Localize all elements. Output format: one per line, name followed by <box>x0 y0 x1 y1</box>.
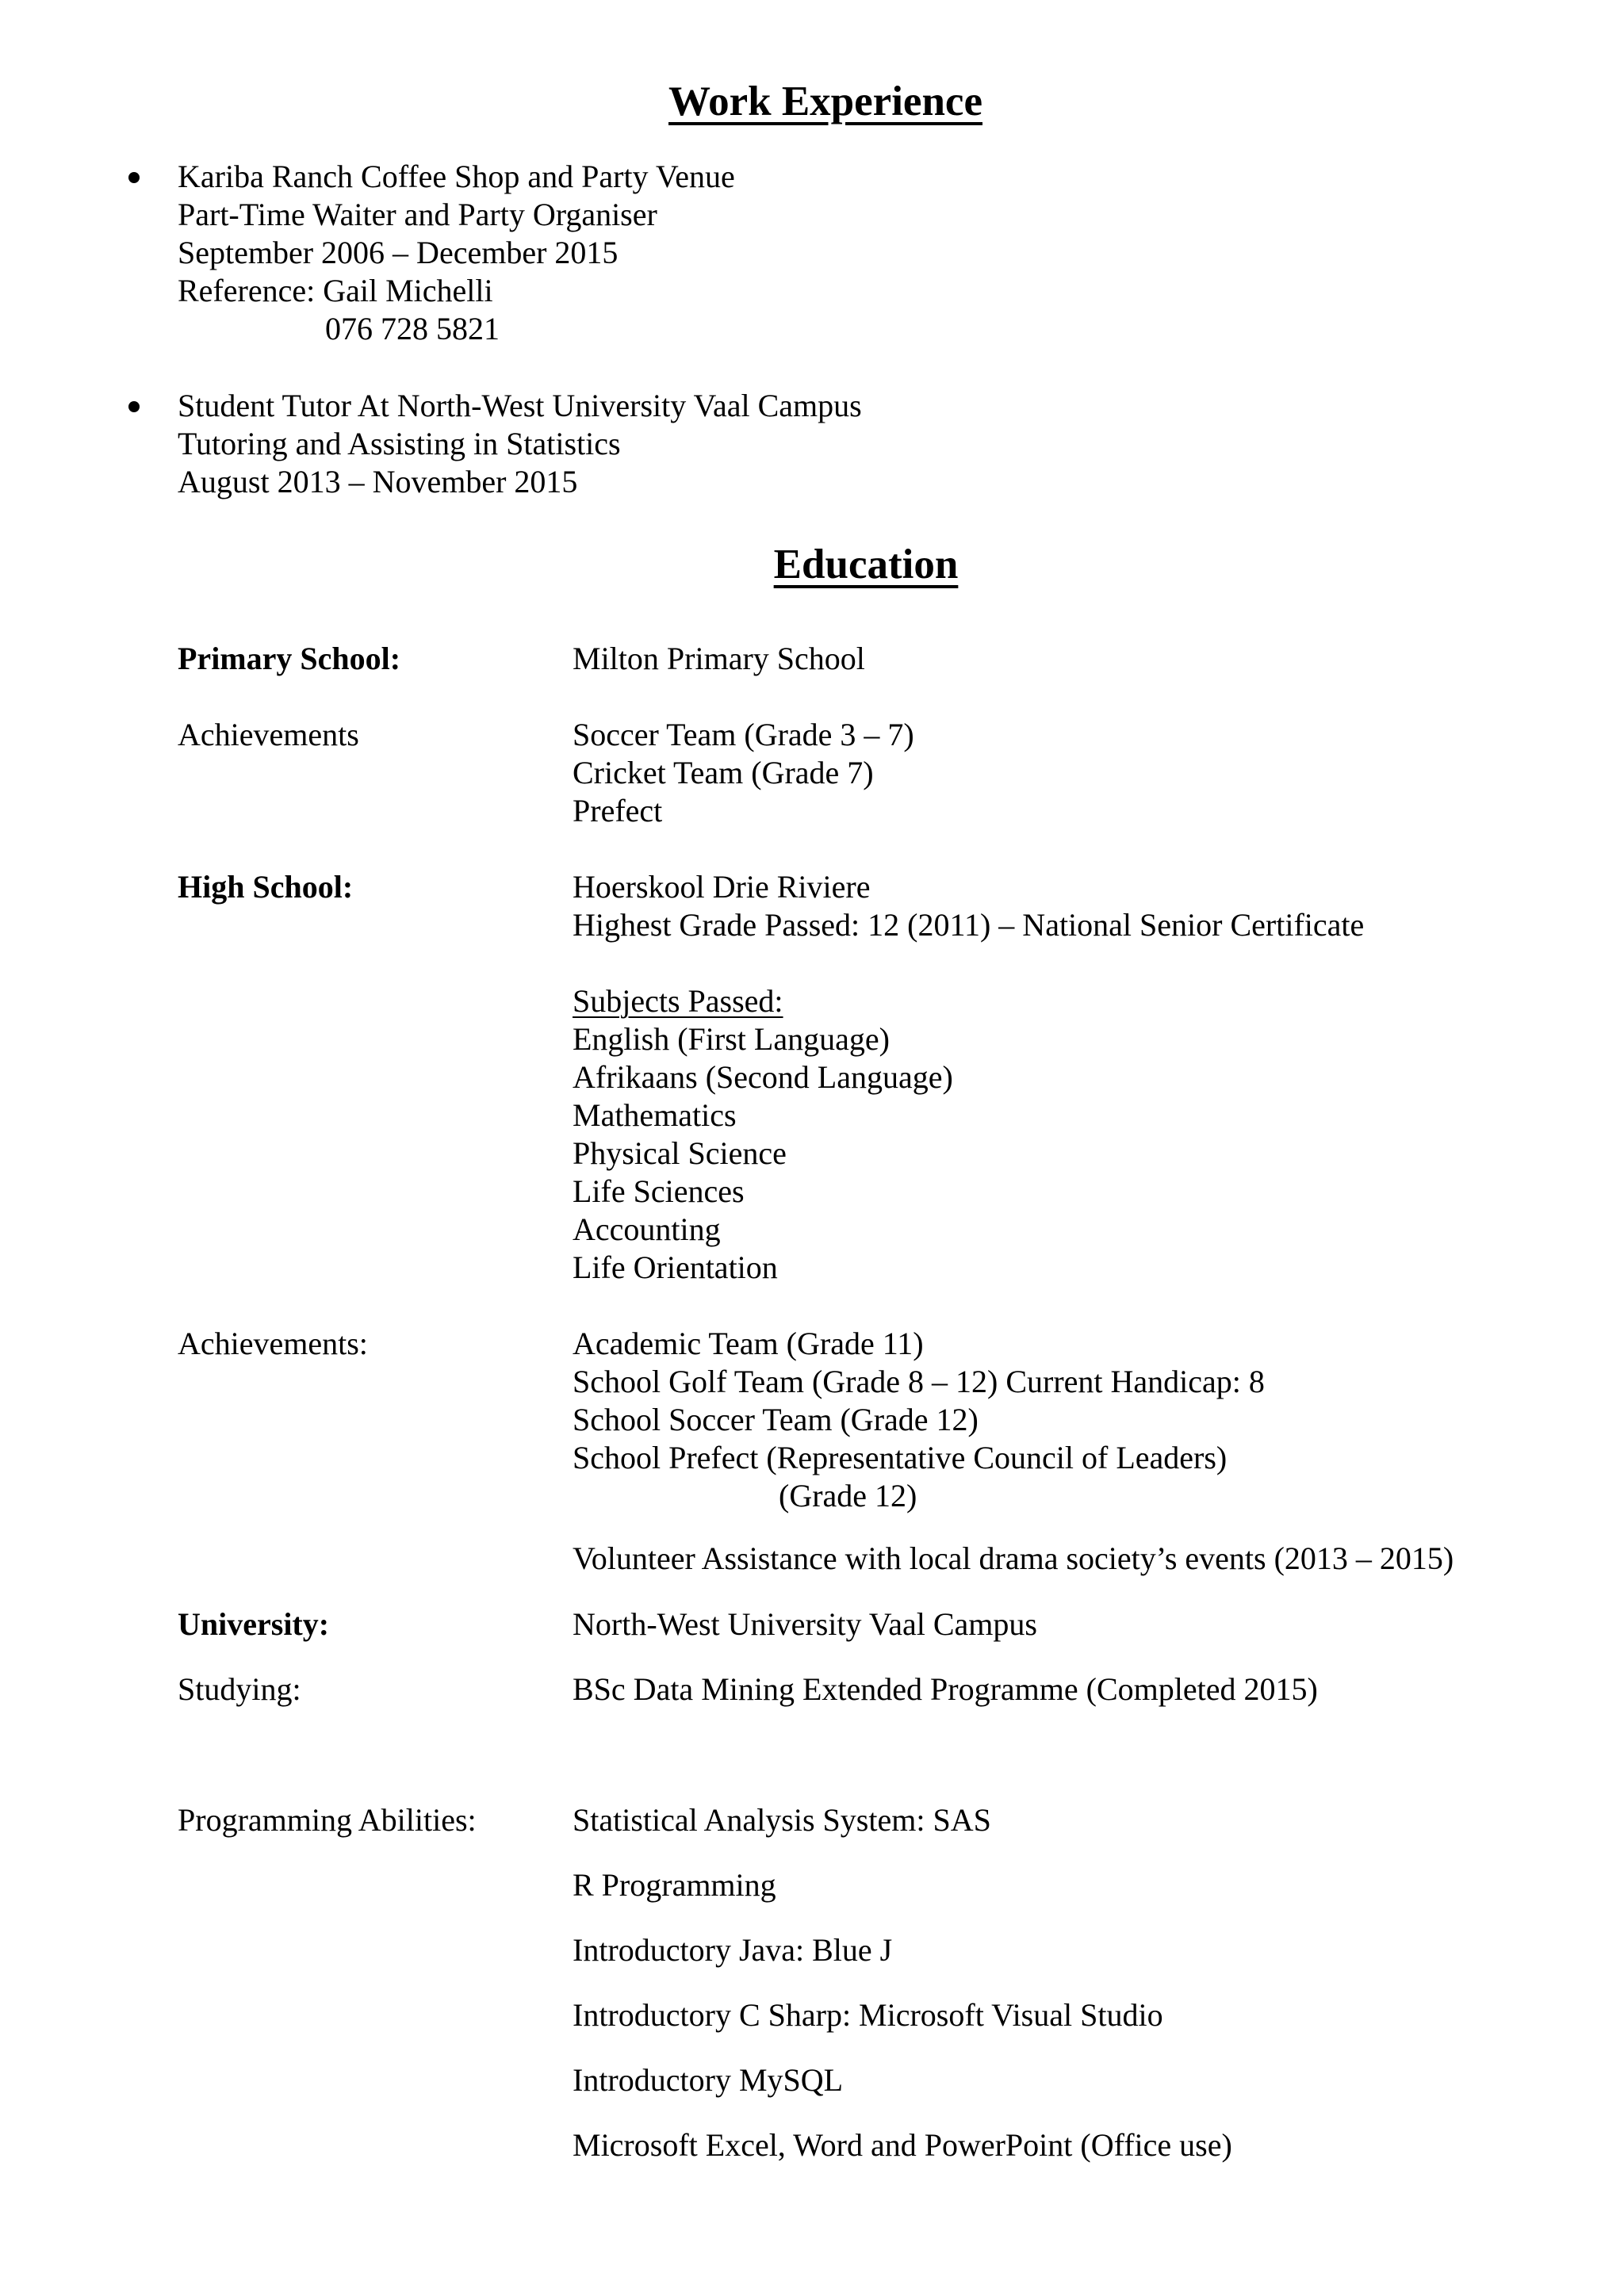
studying-label: Studying: <box>178 1671 301 1707</box>
university-value: North-West University Vaal Campus <box>573 1606 1037 1642</box>
programming-item: Statistical Analysis System: SAS <box>573 1802 991 1838</box>
work-experience-heading: Work Experience <box>668 78 982 124</box>
primary-achievement: Prefect <box>573 793 663 828</box>
programming-label: Programming Abilities: <box>178 1802 477 1838</box>
high-achievements-label: Achievements: <box>178 1326 368 1361</box>
high-achievement: School Golf Team (Grade 8 – 12) Current Handicap: 8 <box>573 1364 1265 1399</box>
high-school-label: High School: <box>178 869 354 905</box>
subject-item: Life Orientation <box>573 1249 778 1285</box>
high-achievement: Academic Team (Grade 11) <box>573 1326 924 1361</box>
subject-item: English (First Language) <box>573 1021 890 1057</box>
subject-item: Afrikaans (Second Language) <box>573 1059 953 1095</box>
education-heading: Education <box>773 541 959 587</box>
job1-reference: Reference: Gail Michelli <box>178 273 493 308</box>
bullet-icon <box>128 401 140 412</box>
high-school-value: Hoerskool Drie Riviere <box>573 869 871 905</box>
primary-achievement: Soccer Team (Grade 3 – 7) <box>573 717 914 752</box>
bullet-icon <box>128 172 140 183</box>
programming-item: Microsoft Excel, Word and PowerPoint (Office use) <box>573 2127 1232 2163</box>
primary-school-value: Milton Primary School <box>573 641 865 676</box>
primary-achievements-label: Achievements <box>178 717 359 752</box>
job1-phone: 076 728 5821 <box>325 311 500 346</box>
job1-role: Part-Time Waiter and Party Organiser <box>178 197 657 232</box>
subject-item: Physical Science <box>573 1135 787 1171</box>
volunteer-line: Volunteer Assistance with local drama society’s events (2013 – 2015) <box>573 1540 1454 1576</box>
job1-employer: Kariba Ranch Coffee Shop and Party Venue <box>178 159 735 194</box>
job1-period: September 2006 – December 2015 <box>178 235 619 270</box>
studying-value: BSc Data Mining Extended Programme (Completed 2015) <box>573 1671 1318 1707</box>
programming-item: Introductory Java: Blue J <box>573 1932 893 1968</box>
primary-school-label: Primary School: <box>178 641 401 676</box>
job2-employer: Student Tutor At North-West University Vaal Campus <box>178 388 862 423</box>
highest-grade: Highest Grade Passed: 12 (2011) – National Senior Certificate <box>573 907 1365 943</box>
high-achievement: School Prefect (Representative Council of Leaders) <box>573 1440 1228 1475</box>
primary-achievement: Cricket Team (Grade 7) <box>573 755 874 790</box>
subjects-heading: Subjects Passed: <box>573 983 783 1019</box>
university-label: University: <box>178 1606 330 1642</box>
high-achievement: School Soccer Team (Grade 12) <box>573 1402 979 1437</box>
high-achievement: (Grade 12) <box>779 1478 917 1513</box>
subject-item: Mathematics <box>573 1097 737 1133</box>
programming-item: Introductory MySQL <box>573 2062 844 2098</box>
job2-period: August 2013 – November 2015 <box>178 464 578 499</box>
programming-item: R Programming <box>573 1867 776 1903</box>
programming-item: Introductory C Sharp: Microsoft Visual Studio <box>573 1997 1163 2033</box>
job2-role: Tutoring and Assisting in Statistics <box>178 426 621 461</box>
subject-item: Life Sciences <box>573 1173 745 1209</box>
subject-item: Accounting <box>573 1211 721 1247</box>
